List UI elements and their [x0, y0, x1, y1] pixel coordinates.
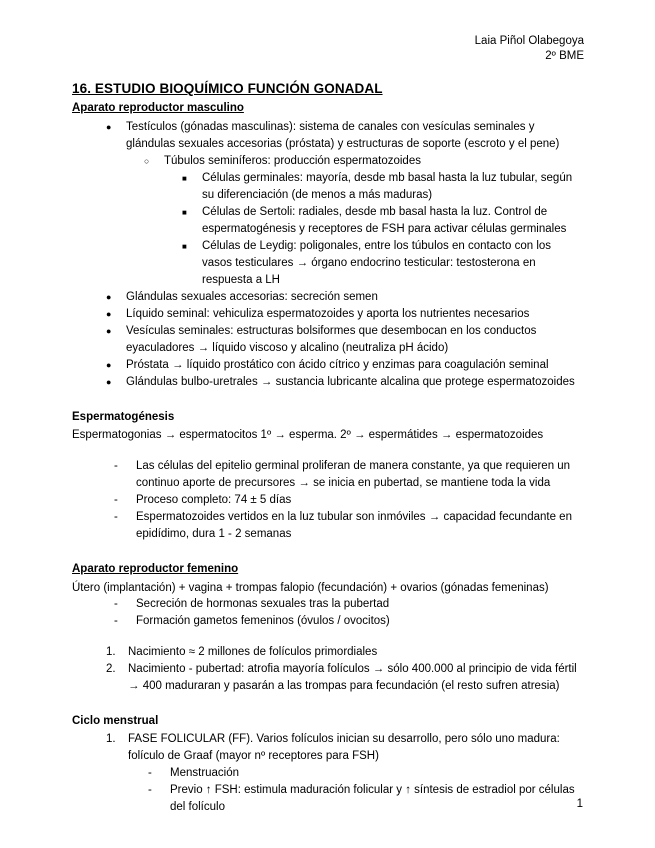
list-item	[72, 289, 584, 306]
list-item	[72, 357, 584, 374]
list-item	[72, 644, 584, 661]
bullet-disc-icon: ●	[106, 309, 112, 319]
list-item	[72, 374, 584, 391]
list-item-text: Glándulas bulbo-uretrales → sustancia lubricante alcalina que protege espermatozoides	[126, 376, 575, 388]
document-content	[72, 34, 584, 816]
bullet-circle-icon: ○	[144, 156, 150, 166]
list-item	[72, 613, 584, 630]
bullet-dash-icon: -	[114, 459, 118, 472]
list-item-text: Nacimiento - pubertad: atrofia mayoría folículos → sólo 400.000 al principio de vida fértil → 400 maduraran y pasarán a las trompas para fecundación (el resto sufren atresia)	[128, 663, 577, 692]
list-item-text: Las células del epitelio germinal proliferan de manera constante, ya que requieren un continuo aporte de precursores → se inicia en pubertad, se mantiene toda la vida	[136, 459, 571, 489]
list-item	[72, 509, 584, 543]
bullet-square-icon: ■	[182, 242, 187, 251]
bullet-disc-icon: ●	[106, 326, 112, 336]
espermatogenesis-chain: Espermatogonias → espermatocitos 1º → esperma. 2º → espermátides → espermatozoides	[72, 429, 544, 441]
list-item-text: Células germinales: mayoría, desde mb basal hasta la luz tubular, según su diferenciación (de menos a más maduras)	[202, 172, 573, 201]
list-number: 1.	[106, 646, 116, 658]
list-item	[72, 153, 584, 170]
author-name: Laia Piñol Olabegoya	[474, 35, 584, 47]
list-item-text: Proceso completo: 74 ± 5 días	[136, 493, 292, 506]
list-item-text: Vesículas seminales: estructuras bolsiformes que desembocan en los conductos eyaculadores → líquido viscoso y alcalino (neutraliza pH ácido)	[126, 325, 537, 354]
bullet-dash-icon: -	[114, 493, 118, 506]
list-item-text: Testículos (gónadas masculinas): sistema de canales con vesículas seminales y glándulas sexuales accesorias (próstata) y estructuras de soporte (escroto y el pene)	[126, 121, 560, 150]
author-header	[72, 34, 584, 64]
list-item-text: Nacimiento ≈ 2 millones de folículos primordiales	[128, 646, 378, 658]
list-item-text: Células de Sertoli: radiales, desde mb basal hasta la luz. Control de espermatogénesis y receptores de FSH para activar células germinales	[202, 206, 567, 235]
list-item	[72, 119, 584, 153]
list-item	[72, 596, 584, 613]
list-item-text: Glándulas sexuales accesorias: secreción semen	[126, 291, 378, 303]
list-item-text: Líquido seminal: vehiculiza espermatozoides y aporta los nutrientes necesarios	[126, 308, 530, 320]
list-item-text: Secreción de hormonas sexuales tras la pubertad	[136, 598, 390, 610]
bullet-dash-icon: -	[114, 510, 118, 523]
list-item-text: Menstruación	[170, 767, 240, 779]
spacer	[72, 630, 584, 644]
list-item-text: Próstata → líquido prostático con ácido cítrico y enzimas para coagulación seminal	[126, 359, 549, 371]
bullet-square-icon: ■	[182, 174, 187, 183]
spacer	[72, 391, 584, 410]
bullet-disc-icon: ●	[106, 122, 112, 132]
bullet-dash-icon: -	[148, 767, 152, 779]
section-heading-ciclo: Ciclo menstrual	[72, 715, 159, 727]
list-number: 2.	[106, 663, 116, 675]
section-heading-espermatogenesis: Espermatogénesis	[72, 411, 175, 423]
spacer	[72, 543, 584, 562]
bullet-disc-icon: ●	[106, 292, 112, 302]
bullet-dash-icon: -	[148, 784, 152, 796]
list-item	[72, 323, 584, 357]
list-item-text: Espermatozoides vertidos en la luz tubular son inmóviles → capacidad fecundante en epidídimo, dura 1 - 2 semanas	[136, 510, 572, 540]
femenino-intro: Útero (implantación) + vagina + trompas falopio (fecundación) + ovarios (gónadas femeninas)	[72, 581, 549, 594]
list-item	[72, 204, 584, 238]
bullet-dash-icon: -	[114, 598, 118, 610]
bullet-dash-icon: -	[114, 615, 118, 627]
list-item-text: Túbulos seminíferos: producción espermatozoides	[164, 155, 421, 167]
list-item	[72, 782, 584, 816]
list-item	[72, 458, 584, 492]
page-number: 1	[576, 798, 583, 810]
list-item	[72, 765, 584, 782]
list-item	[72, 238, 584, 289]
list-item	[72, 731, 584, 765]
list-item-text: Células de Leydig: poligonales, entre los túbulos en contacto con los vasos testiculares → órgano endocrino testicular: testosterona en respuesta a LH	[202, 240, 552, 286]
bullet-disc-icon: ●	[106, 377, 112, 387]
spacer	[72, 695, 584, 714]
list-item	[72, 661, 584, 695]
bullet-square-icon: ■	[182, 208, 187, 217]
list-item	[72, 170, 584, 204]
list-item	[72, 492, 584, 509]
author-course: 2º BME	[545, 50, 584, 62]
list-number: 1.	[106, 733, 116, 745]
section-heading-femenino: Aparato reproductor femenino	[72, 562, 239, 575]
list-item	[72, 306, 584, 323]
section-heading-masculino: Aparato reproductor masculino	[72, 102, 244, 114]
list-item-text: FASE FOLICULAR (FF). Varios folículos inician su desarrollo, pero sólo uno madura: folículo de Graaf (mayor nº receptores para FSH)	[128, 733, 560, 762]
bullet-disc-icon: ●	[106, 360, 112, 370]
list-item-text: Formación gametos femeninos (óvulos / ovocitos)	[136, 615, 390, 627]
page-title: 16. ESTUDIO BIOQUÍMICO FUNCIÓN GONADAL	[72, 81, 383, 96]
list-item-text: Previo ↑ FSH: estimula maduración folicular y ↑ síntesis de estradiol por células del folículo	[170, 784, 575, 813]
spacer	[72, 444, 584, 458]
